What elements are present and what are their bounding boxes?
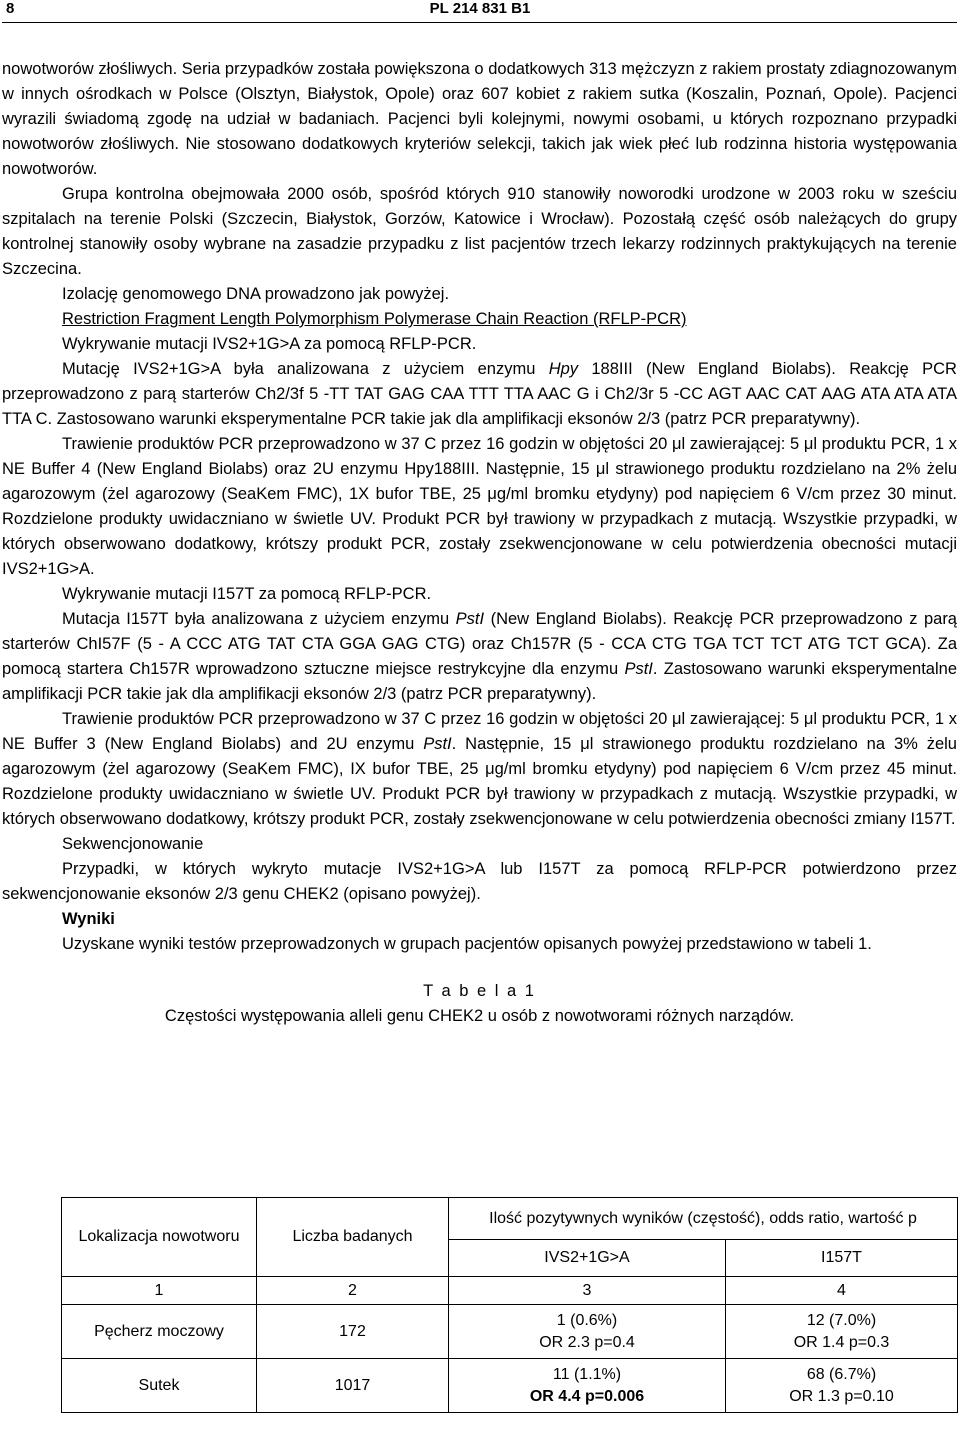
paragraph-text: Wyniki <box>62 910 115 928</box>
paragraph-text: Grupa kontrolna obejmowała 2000 osób, spośród których 910 stanowiły noworodki urodzone w 2003 roku w sześciu szpitalach na terenie Polski (Szczecin, Białystok, Gorzów, Katowice i Wrocław). Pozostałą część osób należących do grupy kontrolnej stanowiły osoby wybrane na zasadzie przypadku z list pacjentów trzech lekarzy rodzinnych praktykujących na terenie Szczecina. <box>2 185 957 278</box>
paragraph-text: nowotworów złośliwych. Seria przypadków została powiększona o dodatkowych 313 mężczyzn z rakiem prostaty zdiagnozowanym w innych ośrodkach w Polsce (Olsztyn, Białystok, Opole) oraz 607 kobiet z rakiem sutka (Koszalin, Poznań, Opole). Pacjenci wyrazili świadomą zgodę na udział w badaniach. Pacjenci byli kolejnymi, nowymi osobami, u których rozpoznano przypadki nowotworów złośliwych. Nie stosowano dodatkowych kryteriów selekcji, takich jak wiek płeć lub rodzinna historia występowania nowotworów. <box>2 60 957 178</box>
body-paragraph <box>2 57 957 182</box>
body-paragraph <box>2 932 957 957</box>
table-row <box>62 1359 958 1413</box>
paragraph-text: 188III (New England Biolabs). Reakcję PCR przeprowadzono z parą starterów Ch2/3f 5 -TT TAT GAG CAA TTT TTA AAC G i Ch2/3r 5 -CC AGT AAC CAT AAG ATA ATA ATA TTA C. Zastosowano warunki eksperymentalne PCR takie jak dla amplifikacji eksonów 2/3 (patrz PCR preparatywny). <box>2 360 957 428</box>
cell-ivs <box>449 1305 726 1359</box>
paragraph-text: Restriction Fragment Length Polymorphism Polymerase Chain Reaction (RFLP-PCR) <box>62 310 687 328</box>
body-paragraph <box>2 907 957 932</box>
col-number: 3 <box>449 1277 726 1305</box>
body-paragraph <box>2 332 957 357</box>
paragraph-text: Mutacja I157T była analizowana z użyciem enzymu <box>62 610 456 628</box>
document-body <box>2 57 957 1029</box>
cell-ivs-line1: 1 (0.6%) <box>556 1311 618 1329</box>
paragraph-text: . Zastosowano warunki eksperymentalne amplifikacji PCR takie jak dla amplifikacji eksonów 2/3 (patrz PCR preparatywny). <box>2 660 957 703</box>
header-ivs: IVS2+1G>A <box>449 1240 726 1277</box>
body-paragraph <box>2 182 957 282</box>
col-number: 1 <box>62 1277 257 1305</box>
patent-id: PL 214 831 B1 <box>429 0 531 17</box>
col-number: 2 <box>257 1277 449 1305</box>
cell-ivs-line2: OR 4.4 p=0.006 <box>529 1387 645 1405</box>
cell-location: Pęcherz moczowy <box>62 1305 257 1359</box>
cell-i157t-line2: OR 1.4 p=0.3 <box>793 1333 890 1351</box>
cell-i157t-line1: 12 (7.0%) <box>806 1311 877 1329</box>
body-paragraph <box>2 432 957 582</box>
paragraph-text: Wykrywanie mutacji IVS2+1G>A za pomocą RFLP-PCR. <box>62 335 477 353</box>
paragraph-text: PstI <box>455 610 485 628</box>
cell-ivs-line2: OR 2.3 p=0.4 <box>539 1333 635 1351</box>
table-caption: Częstości występowania alleli genu CHEK2 u osób z nowotworami różnych narządów. <box>164 1007 795 1025</box>
paragraph-text: Trawienie produktów PCR przeprowadzono w 37 C przez 16 godzin w objętości 20 μl zawierającej: 5 μl produktu PCR, 1 x NE Buffer 4 (New England Biolabs) oraz 2U enzymu Hpy188III. Następnie, 15 μl strawionego produktu rozdzielano na 2% żelu agarozowym (żel agarozowy (SeaKem FMC), 1X bufor TBE, 25 μg/ml bromku etydyny) pod napięciem 6 V/cm przez 30 minut. Rozdzielone produkty uwidaczniano w świetle UV. Produkt PCR był trawiony w przypadkach z mutacją. Wszystkie przypadki, w których obserwowano dodatkowy, krótszy produkt PCR, zostały zsekwencjonowane w celu potwierdzenia obecności mutacji IVS2+1G>A. <box>2 435 957 578</box>
results-table <box>61 1197 958 1413</box>
paragraphs <box>2 57 957 957</box>
paragraph-text: PstI <box>423 735 452 753</box>
cell-count: 172 <box>257 1305 449 1359</box>
header-location: Lokalizacja nowotworu <box>62 1198 257 1277</box>
paragraph-text: Uzyskane wyniki testów przeprowadzonych w grupach pacjentów opisanych powyżej przedstawiono w tabeli 1. <box>62 935 872 953</box>
body-paragraph <box>2 357 957 432</box>
page-header <box>0 0 960 20</box>
cell-ivs-line1: 11 (1.1%) <box>552 1365 622 1383</box>
body-paragraph <box>2 707 957 832</box>
page-number: 8 <box>6 0 15 17</box>
body-paragraph <box>2 857 957 907</box>
paragraph-text: Sekwencjonowanie <box>62 835 204 853</box>
paragraph-text: (New England Biolabs). Reakcję PCR przeprowadzono z parą starterów ChI57F (5 - A CCC ATG TAT CTA GGA GAG CTG) oraz Ch157R (5 - CCA CTG TGA TCT TCT ATG TCT GCA). Za pomocą startera Ch157R wprowadzono sztuczne miejsce restrykcyjne dla enzymu <box>2 610 957 678</box>
cell-i157t-line1: 68 (6.7%) <box>806 1365 877 1383</box>
header-count: Liczba badanych <box>257 1198 449 1277</box>
cell-location: Sutek <box>62 1359 257 1413</box>
body-paragraph <box>2 607 957 707</box>
paragraph-text: Hpy <box>548 360 579 378</box>
cell-i157t-line2: OR 1.3 p=0.10 <box>789 1387 894 1405</box>
header-rule <box>2 22 957 23</box>
paragraph-text: Mutację IVS2+1G>A była analizowana z użyciem enzymu <box>62 360 549 378</box>
table-title: T a b e l a 1 <box>423 982 536 1000</box>
paragraph-text: Trawienie produktów PCR przeprowadzono w 37 C przez 16 godzin w objętości 20 μl zawierającej: 5 μl produktu PCR, 1 x NE Buffer 3 (New England Biolabs) and 2U enzymu <box>2 710 957 753</box>
header-results-group: Ilość pozytywnych wyników (częstość), odds ratio, wartość p <box>449 1198 958 1240</box>
table-row <box>62 1305 958 1359</box>
paragraph-text: Wykrywanie mutacji I157T za pomocą RFLP-PCR. <box>62 585 432 603</box>
paragraph-text: PstI <box>624 660 653 678</box>
header-i157t: I157T <box>726 1240 958 1277</box>
paragraph-text: Izolację genomowego DNA prowadzono jak powyżej. <box>62 285 450 303</box>
body-paragraph <box>2 832 957 857</box>
cell-ivs <box>449 1359 726 1413</box>
cell-i157t <box>726 1359 958 1413</box>
paragraph-text: . Następnie, 15 μl strawionego produktu rozdzielano na 3% żelu agarozowym (żel agarozowy (SeaKem FMC), IX bufor TBE, 25 μg/ml bromku etydyny) pod napięciem 6 V/cm przez 45 minut. Rozdzielone produkty uwidaczniano w świetle UV. Produkt PCR był trawiony w przypadkach z mutacją. Wszystkie przypadki, w których obserwowano dodatkowy, krótszy produkt PCR, zostały zsekwencjonowane w celu potwierdzenia obecności zmiany I157T. <box>2 735 957 828</box>
paragraph-text: Przypadki, w których wykryto mutacje IVS2+1G>A lub I157T za pomocą RFLP-PCR potwierdzono przez sekwencjonowanie eksonów 2/3 genu CHEK2 (opisano powyżej). <box>2 860 957 903</box>
body-paragraph <box>2 582 957 607</box>
body-paragraph <box>2 307 957 332</box>
body-paragraph <box>2 282 957 307</box>
cell-i157t <box>726 1305 958 1359</box>
col-number: 4 <box>726 1277 958 1305</box>
cell-count: 1017 <box>257 1359 449 1413</box>
